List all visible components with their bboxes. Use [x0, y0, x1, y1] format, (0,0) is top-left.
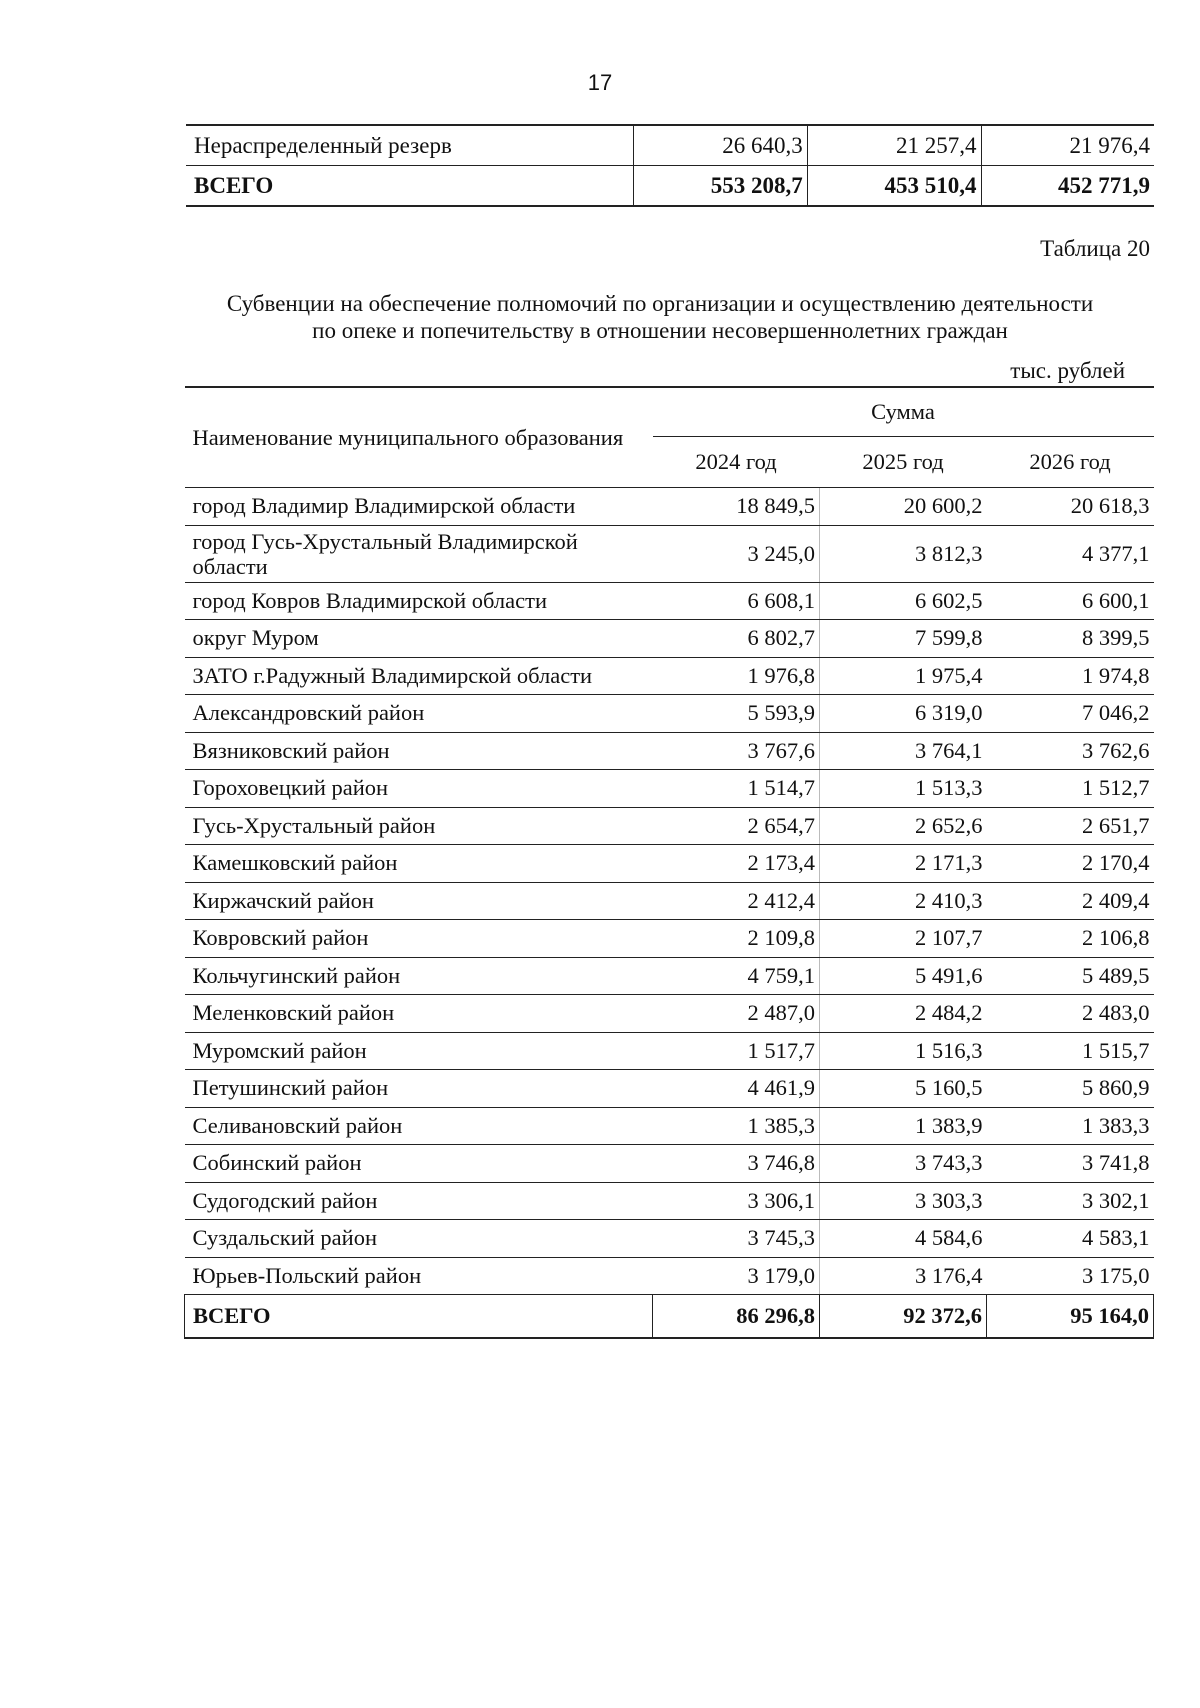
header-municipality: Наименование муниципального образования [185, 387, 653, 488]
table-row [185, 525, 1154, 582]
value-2024: 1 517,7 [653, 1032, 820, 1070]
value-2024: 1 514,7 [653, 770, 820, 808]
value-2025: 6 602,5 [820, 582, 987, 620]
table-row [186, 125, 1154, 166]
value-2025: 453 510,4 [807, 166, 981, 207]
value-2026: 5 489,5 [987, 957, 1154, 995]
value-2025: 6 319,0 [820, 695, 987, 733]
total-2024: 86 296,8 [653, 1295, 820, 1339]
municipality-name: город Гусь-Хрустальный Владимирской области [185, 525, 653, 582]
table-row [185, 845, 1154, 883]
value-2024: 3 767,6 [653, 732, 820, 770]
table-caption [190, 290, 1130, 344]
municipality-name: ЗАТО г.Радужный Владимирской области [185, 657, 653, 695]
value-2024: 3 306,1 [653, 1182, 820, 1220]
units-label: тыс. рублей [1010, 358, 1125, 383]
value-2026: 3 175,0 [987, 1257, 1154, 1295]
table-row [185, 1257, 1154, 1295]
value-2024: 4 461,9 [653, 1070, 820, 1108]
municipality-name: Собинский район [185, 1145, 653, 1183]
value-2026: 2 483,0 [987, 995, 1154, 1033]
value-2024: 18 849,5 [653, 488, 820, 526]
value-2026: 3 741,8 [987, 1145, 1154, 1183]
value-2025: 1 516,3 [820, 1032, 987, 1070]
caption-line-1: Субвенции на обеспечение полномочий по организации и осуществлению деятельности [226, 291, 1094, 316]
value-2025: 3 812,3 [820, 525, 987, 582]
municipality-name: Петушинский район [185, 1070, 653, 1108]
total-row [185, 1295, 1154, 1339]
table-row [185, 1107, 1154, 1145]
value-2026: 2 170,4 [987, 845, 1154, 883]
table-row [185, 620, 1154, 658]
value-2026: 3 302,1 [987, 1182, 1154, 1220]
municipality-name: Киржачский район [185, 882, 653, 920]
value-2026: 3 762,6 [987, 732, 1154, 770]
table-row [185, 488, 1154, 526]
value-2024: 4 759,1 [653, 957, 820, 995]
value-2026: 7 046,2 [987, 695, 1154, 733]
value-2026: 20 618,3 [987, 488, 1154, 526]
subventions-table [184, 386, 1154, 1339]
value-2024: 2 487,0 [653, 995, 820, 1033]
total-label: ВСЕГО [185, 1295, 653, 1339]
value-2024: 1 976,8 [653, 657, 820, 695]
municipality-name: Гусь-Хрустальный район [185, 807, 653, 845]
value-2026: 2 409,4 [987, 882, 1154, 920]
municipality-name: Александровский район [185, 695, 653, 733]
value-2024: 3 746,8 [653, 1145, 820, 1183]
header-sum: Сумма [653, 387, 1154, 437]
municipality-name: Камешковский район [185, 845, 653, 883]
value-2026: 5 860,9 [987, 1070, 1154, 1108]
value-2025: 2 171,3 [820, 845, 987, 883]
municipality-name: Судогодский район [185, 1182, 653, 1220]
value-2024: 2 173,4 [653, 845, 820, 883]
table-row [185, 995, 1154, 1033]
value-2024: 553 208,7 [633, 166, 807, 207]
header-year-2024: 2024 год [653, 437, 820, 488]
table-row [185, 807, 1154, 845]
municipality-name: Суздальский район [185, 1220, 653, 1258]
value-2024: 6 608,1 [653, 582, 820, 620]
municipality-name: округ Муром [185, 620, 653, 658]
value-2024: 3 745,3 [653, 1220, 820, 1258]
value-2024: 6 802,7 [653, 620, 820, 658]
table-row [185, 1145, 1154, 1183]
value-2025: 2 652,6 [820, 807, 987, 845]
value-2024: 2 654,7 [653, 807, 820, 845]
value-2026: 8 399,5 [987, 620, 1154, 658]
header-year-2026: 2026 год [987, 437, 1154, 488]
total-2025: 92 372,6 [820, 1295, 987, 1339]
value-2025: 7 599,8 [820, 620, 987, 658]
value-2024: 2 412,4 [653, 882, 820, 920]
table-row [185, 732, 1154, 770]
value-2025: 2 484,2 [820, 995, 987, 1033]
value-2026: 1 515,7 [987, 1032, 1154, 1070]
municipality-name: Вязниковский район [185, 732, 653, 770]
value-2026: 2 106,8 [987, 920, 1154, 958]
value-2025: 20 600,2 [820, 488, 987, 526]
row-name: Нераспределенный резерв [186, 125, 633, 166]
value-2024: 26 640,3 [633, 125, 807, 166]
municipality-name: город Ковров Владимирской области [185, 582, 653, 620]
value-2024: 5 593,9 [653, 695, 820, 733]
value-2025: 1 975,4 [820, 657, 987, 695]
value-2026: 452 771,9 [981, 166, 1154, 207]
value-2025: 4 584,6 [820, 1220, 987, 1258]
value-2026: 1 974,8 [987, 657, 1154, 695]
total-row [186, 166, 1154, 207]
value-2024: 2 109,8 [653, 920, 820, 958]
value-2025: 1 513,3 [820, 770, 987, 808]
value-2025: 3 743,3 [820, 1145, 987, 1183]
value-2024: 3 245,0 [653, 525, 820, 582]
table-row [185, 1182, 1154, 1220]
table-row [185, 695, 1154, 733]
value-2025: 2 107,7 [820, 920, 987, 958]
municipality-name: Меленковский район [185, 995, 653, 1033]
value-2026: 1 512,7 [987, 770, 1154, 808]
value-2025: 3 176,4 [820, 1257, 987, 1295]
table-label: Таблица 20 [1040, 236, 1150, 261]
value-2024: 1 385,3 [653, 1107, 820, 1145]
value-2026: 2 651,7 [987, 807, 1154, 845]
value-2026: 1 383,3 [987, 1107, 1154, 1145]
row-name: ВСЕГО [186, 166, 633, 207]
table-row [185, 920, 1154, 958]
table-row [185, 1032, 1154, 1070]
value-2025: 2 410,3 [820, 882, 987, 920]
table-row [185, 1220, 1154, 1258]
municipality-name: Гороховецкий район [185, 770, 653, 808]
municipality-name: Юрьев-Польский район [185, 1257, 653, 1295]
municipality-name: Муромский район [185, 1032, 653, 1070]
value-2024: 3 179,0 [653, 1257, 820, 1295]
table-row [185, 770, 1154, 808]
table-row [185, 582, 1154, 620]
value-2026: 4 377,1 [987, 525, 1154, 582]
header-year-2025: 2025 год [820, 437, 987, 488]
value-2026: 21 976,4 [981, 125, 1154, 166]
value-2025: 21 257,4 [807, 125, 981, 166]
total-2026: 95 164,0 [987, 1295, 1154, 1339]
budget-table-continuation [186, 124, 1154, 207]
caption-line-2: по опеке и попечительству в отношении несовершеннолетних граждан [312, 318, 1008, 343]
value-2025: 3 764,1 [820, 732, 987, 770]
page-number: 17 [587, 70, 613, 95]
municipality-name: Ковровский район [185, 920, 653, 958]
value-2026: 6 600,1 [987, 582, 1154, 620]
table-row [185, 957, 1154, 995]
table-row [185, 657, 1154, 695]
value-2025: 5 491,6 [820, 957, 987, 995]
table-row [185, 882, 1154, 920]
table-row [185, 1070, 1154, 1108]
value-2025: 1 383,9 [820, 1107, 987, 1145]
municipality-name: Кольчугинский район [185, 957, 653, 995]
value-2026: 4 583,1 [987, 1220, 1154, 1258]
value-2025: 5 160,5 [820, 1070, 987, 1108]
value-2025: 3 303,3 [820, 1182, 987, 1220]
municipality-name: город Владимир Владимирской области [185, 488, 653, 526]
municipality-name: Селивановский район [185, 1107, 653, 1145]
